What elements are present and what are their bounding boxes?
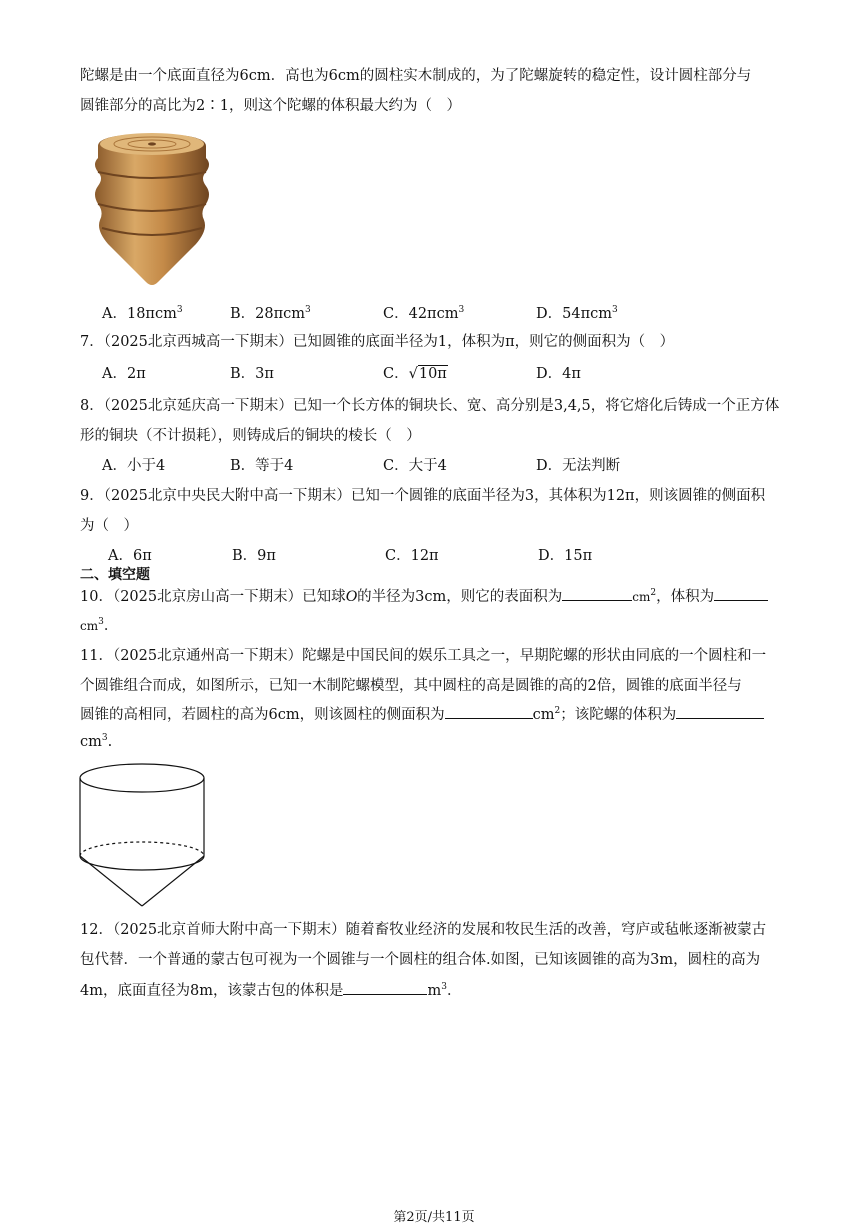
q11-line-4: $cm^3$. — [80, 733, 113, 750]
q7-option-a[interactable]: A．2π — [102, 366, 146, 382]
q6-option-d[interactable]: D．54πcm$^3$ — [536, 305, 618, 322]
q6-line-1: 陀螺是由一个底面直径为6cm．高也为6cm的圆柱实木制成的，为了陀螺旋转的稳定性，设计圆柱部分与 — [80, 68, 752, 84]
q6-options — [0, 304, 868, 324]
q9-option-a[interactable]: A．6π — [108, 548, 152, 564]
q7-line-1: 7．（2025北京西城高一下期末）已知圆锥的底面半径为1，体积为π，则它的侧面积为（ ） — [80, 334, 675, 350]
q8-line-2: 形的铜块（不计损耗），则铸成后的铜块的棱长（ ） — [80, 428, 421, 444]
q10-blank-2[interactable] — [714, 586, 768, 601]
q9-line-2: 为（ ） — [80, 518, 138, 534]
q11-blank-1[interactable] — [445, 704, 533, 719]
q7-option-d[interactable]: D．4π — [536, 366, 581, 382]
q10-blank-1[interactable] — [562, 586, 632, 601]
q6-line-2: 圆锥部分的高比为2∶1，则这个陀螺的体积最大约为（ ） — [80, 98, 461, 114]
q8-option-c[interactable]: C．大于4 — [383, 458, 447, 474]
q10-line-1: 10．（2025北京房山高一下期末）已知球O的半径为3cm，则它的表面积为 $cm^2$，体积为 — [80, 586, 768, 607]
q11-line-3: 圆锥的高相同，若圆柱的高为6cm，则该圆柱的侧面积为 $cm^2$；该陀螺的体积为 — [80, 704, 764, 725]
q6-option-b[interactable]: B．28πcm$^3$ — [230, 305, 311, 322]
q12-line-1: 12．（2025北京首师大附中高一下期末）随着畜牧业经济的发展和牧民生活的改善，穹庐或毡帐逐渐被蒙古 — [80, 922, 767, 938]
section-fill-in-title: 二、填空题 — [80, 567, 150, 583]
q9-option-b[interactable]: B．9π — [232, 548, 276, 564]
q7-option-c[interactable]: C．√10π — [383, 366, 447, 382]
q8-option-a[interactable]: A．小于4 — [102, 458, 166, 474]
q8-option-d[interactable]: D．无法判断 — [536, 458, 621, 474]
q12-line-3: 4m，底面直径为8m，该蒙古包的体积是 $m^3$． — [80, 982, 462, 999]
q6-option-a[interactable]: A．18πcm$^3$ — [102, 305, 183, 322]
q8-options — [0, 456, 868, 476]
q8-line-1: 8．（2025北京延庆高一下期末）已知一个长方体的铜块长、宽、高分别是3,4,5，将它熔化后铸成一个正方体 — [80, 398, 780, 414]
q11-line-1: 11．（2025北京通州高一下期末）陀螺是中国民间的娱乐工具之一，早期陀螺的形状由同底的一个圆柱和一 — [80, 648, 767, 664]
page-footer: 第2页/共11页 — [393, 1210, 475, 1225]
q11-blank-2[interactable] — [676, 704, 764, 719]
q8-option-b[interactable]: B．等于4 — [230, 458, 294, 474]
q7-option-b[interactable]: B．3π — [230, 366, 274, 382]
q12-blank-1[interactable] — [343, 980, 427, 995]
q9-options — [0, 546, 868, 566]
q9-option-d[interactable]: D．15π — [538, 548, 593, 564]
q12-line-2: 包代替．一个普通的蒙古包可视为一个圆锥与一个圆柱的组合体.如图，已知该圆锥的高为3m，圆柱的高为 — [80, 952, 761, 968]
sqrt-symbol: √10π — [408, 366, 447, 382]
spinning-top-photo — [84, 128, 220, 288]
q10-line-2: $cm^3$． — [80, 617, 119, 634]
q9-option-c[interactable]: C．12π — [385, 548, 439, 564]
q6-option-c[interactable]: C．42πcm$^3$ — [383, 305, 465, 322]
q11-line-2: 个圆锥组合而成，如图所示，已知一木制陀螺模型，其中圆柱的高是圆锥的高的2倍，圆锥的底面半径与 — [80, 678, 742, 694]
q7-options — [0, 364, 868, 384]
q9-line-1: 9．（2025北京中央民大附中高一下期末）已知一个圆锥的底面半径为3，其体积为12π，则该圆锥的侧面积 — [80, 488, 766, 504]
cylinder-cone-figure — [74, 760, 214, 910]
